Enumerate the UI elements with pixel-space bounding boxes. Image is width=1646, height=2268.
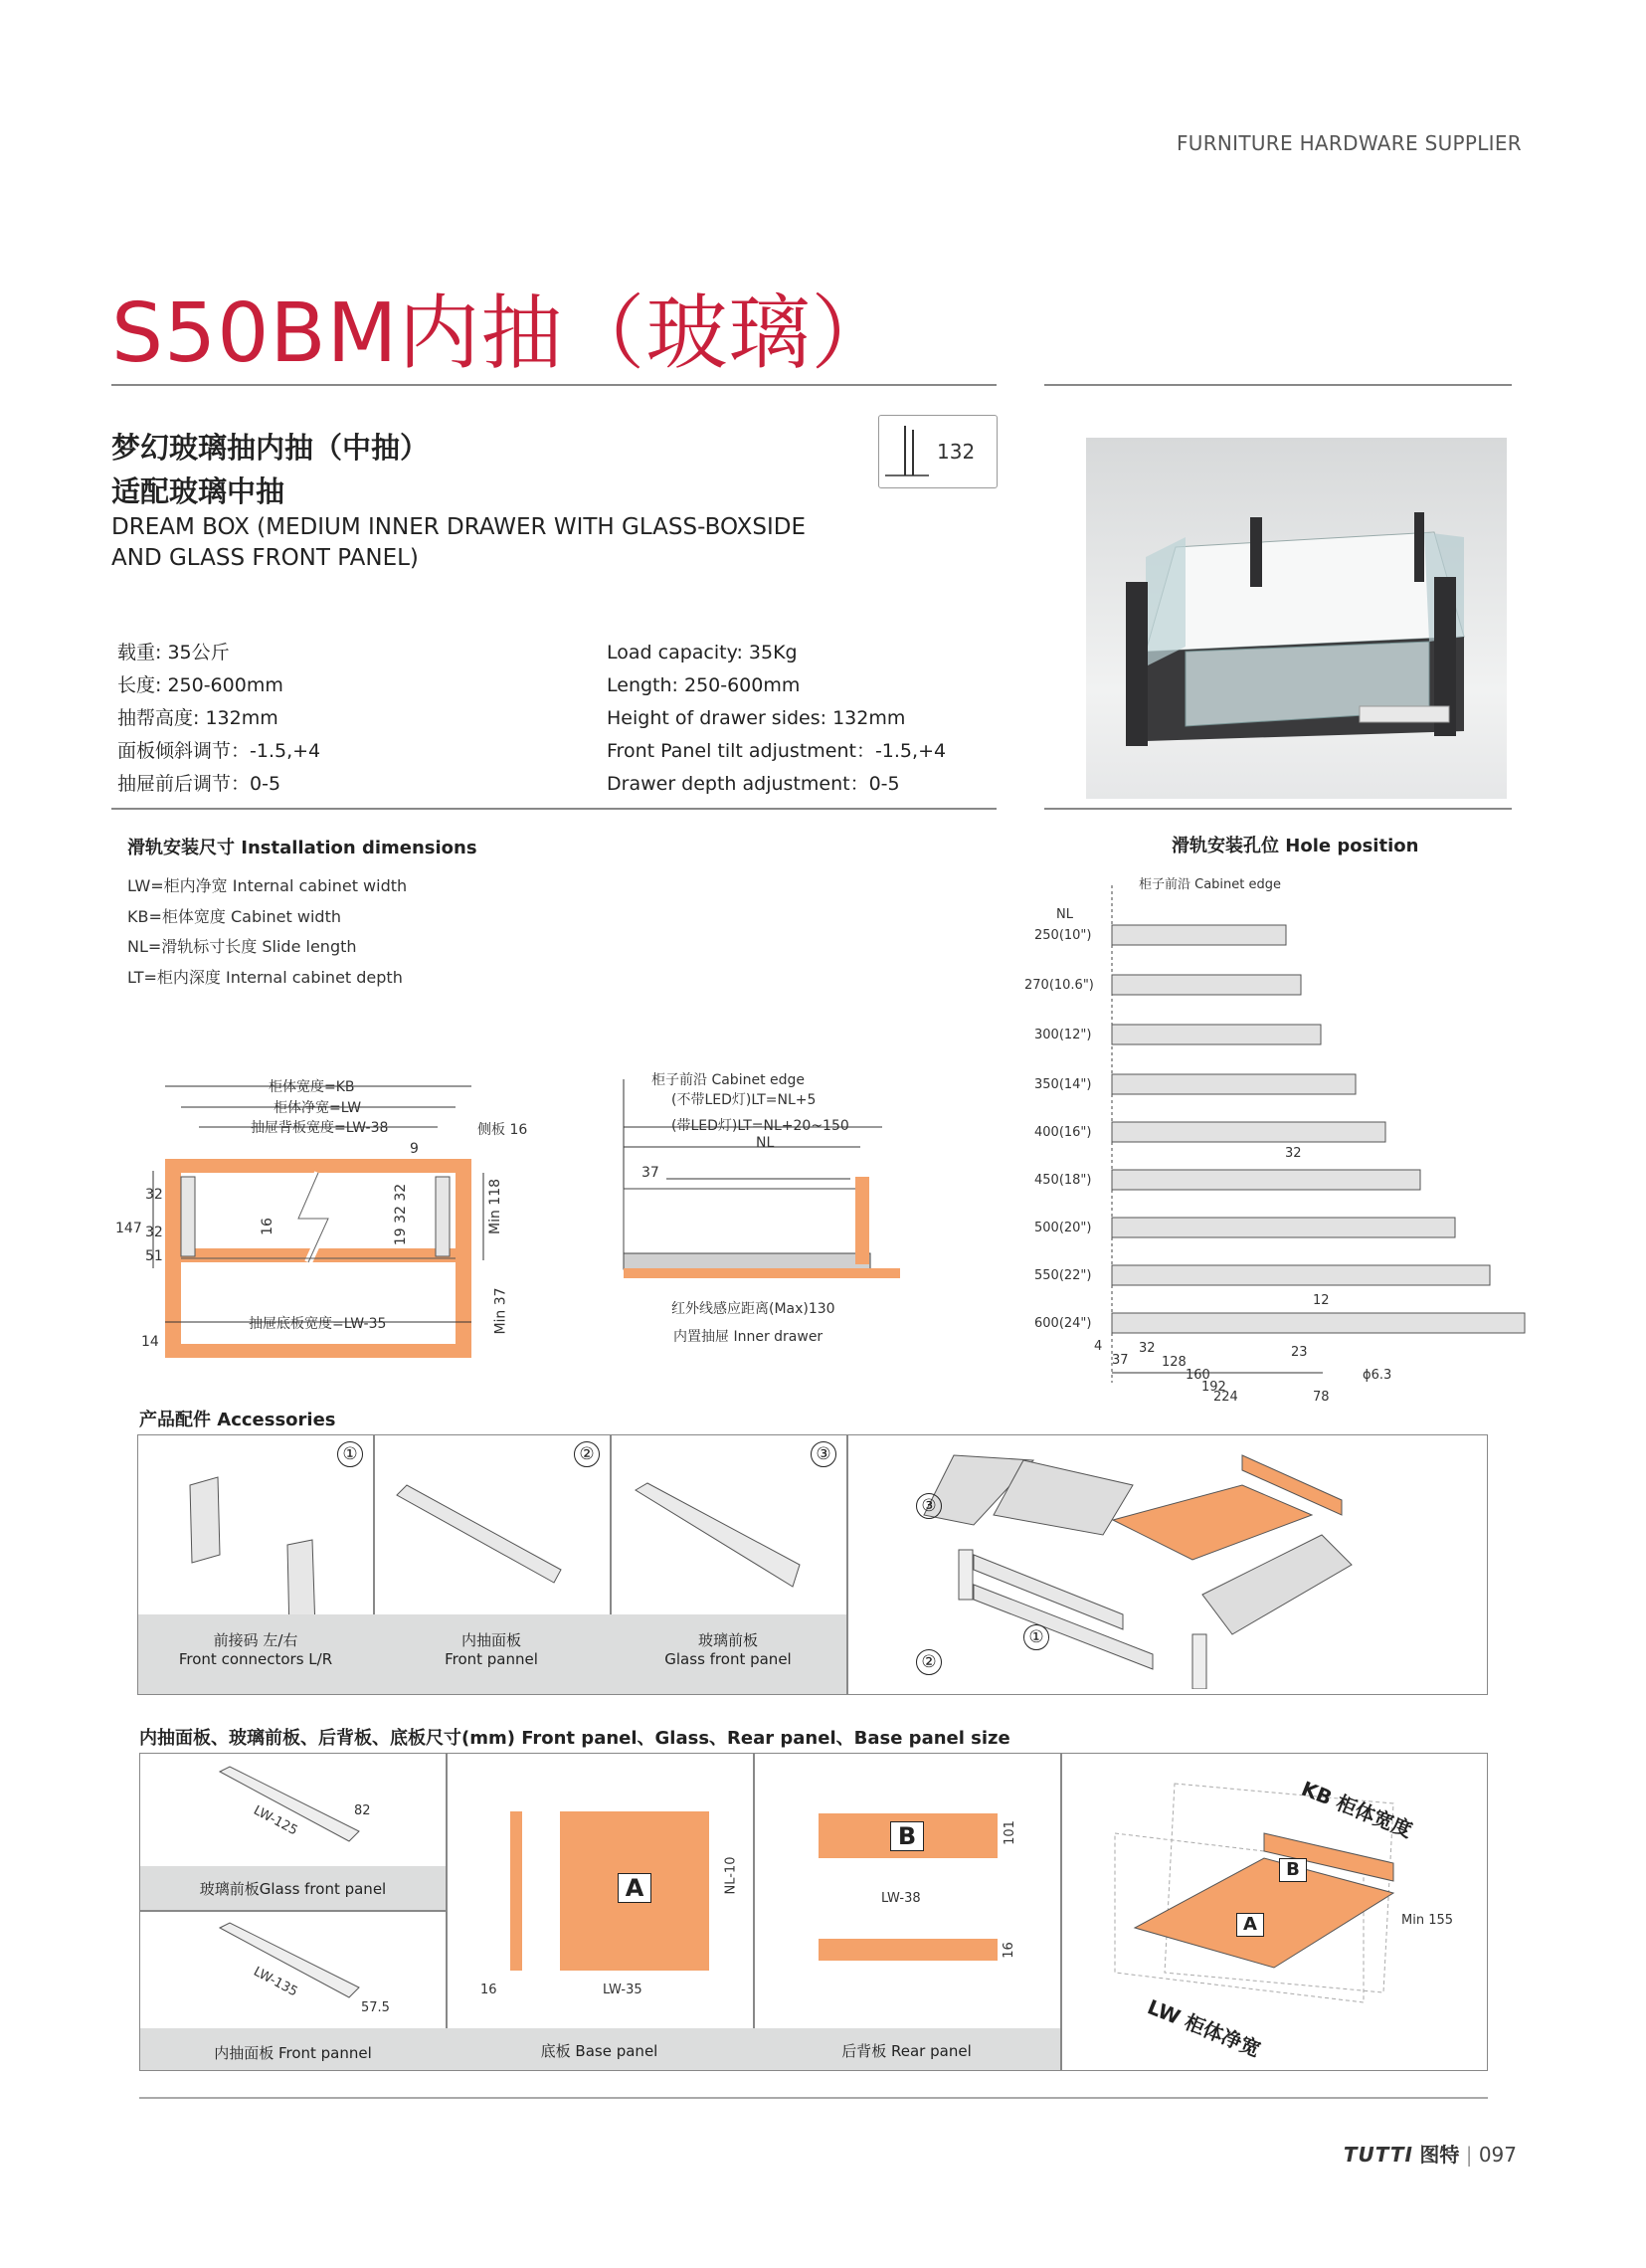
supplier-header: FURNITURE HARDWARE SUPPLIER xyxy=(1176,131,1522,155)
hole-size-550: 550(22") xyxy=(1034,1268,1092,1283)
glass-front-panel-illustration xyxy=(626,1475,844,1605)
front-panel-label: 内抽面板 Front pannel xyxy=(214,2044,372,2062)
rear-panel-edge xyxy=(819,1939,998,1961)
spec-tilt-cn: 面板倾斜调节：-1.5,+4 xyxy=(117,740,321,762)
hole-dim-23: 23 xyxy=(1291,1345,1308,1360)
rear-panel-dim-thickness: 16 xyxy=(1001,1942,1016,1959)
divider xyxy=(1044,808,1512,810)
hole-position-heading: 滑轨安装孔位 Hole position xyxy=(1172,836,1419,856)
dim-16: 16 xyxy=(259,1218,275,1235)
front-view-diagram xyxy=(109,1069,537,1358)
accessories-table xyxy=(137,1434,1488,1695)
hole-size-450: 450(18") xyxy=(1034,1173,1092,1188)
footer: TUTTI 图特 | 097 xyxy=(1343,2143,1517,2167)
cabinet-min-155: Min 155 xyxy=(1401,1913,1454,1928)
divider xyxy=(111,384,997,386)
dim-9: 9 xyxy=(410,1141,419,1157)
spec-depth-en: Drawer depth adjustment：0-5 xyxy=(607,773,900,795)
specs-cn xyxy=(117,637,320,801)
front-panel-dim-width: LW-135 xyxy=(251,1964,300,2000)
side-view-diagram xyxy=(612,1069,900,1348)
dim-side: 侧板 16 xyxy=(477,1122,528,1138)
hole-dim-192: 192 xyxy=(1201,1380,1226,1395)
item-3-number: ③ xyxy=(811,1441,836,1467)
base-panel-label: 底板 Base panel xyxy=(540,2042,658,2060)
exploded-view-illustration xyxy=(854,1445,1481,1689)
dim-min118: Min 118 xyxy=(487,1178,504,1235)
item-3-en: Glass front panel xyxy=(664,1650,792,1668)
dim-rear: 抽屉背板宽度=LW-38 xyxy=(251,1120,389,1136)
panels-heading: 内抽面板、玻璃前板、后背板、底板尺寸(mm) Front panel、Glass、Rear panel、Base panel size xyxy=(139,1728,1010,1749)
legend-nl: NL=滑轨标寸长度 Slide length xyxy=(127,937,357,956)
rear-panel-letter: B xyxy=(890,1821,924,1851)
hole-position-diagram xyxy=(1024,865,1542,1405)
subtitle-en-1: DREAM BOX (MEDIUM INNER DRAWER WITH GLASS-BOXSIDE xyxy=(111,514,806,540)
hole-dim-128: 128 xyxy=(1162,1355,1187,1370)
item-2-number: ② xyxy=(574,1441,600,1467)
dim-min37: Min 37 xyxy=(492,1287,509,1335)
subtitle-cn-2: 适配玻璃中抽 xyxy=(111,474,285,508)
hole-dim-78: 78 xyxy=(1313,1390,1330,1405)
dim-14: 14 xyxy=(141,1334,159,1350)
hole-dim-224: 224 xyxy=(1213,1390,1238,1405)
side-led: (带LED灯)LT=NL+20~150 xyxy=(671,1118,849,1134)
brand-logo: TUTTI xyxy=(1343,2143,1413,2167)
hole-dim-6-3: ϕ6.3 xyxy=(1363,1368,1392,1383)
hole-size-270: 270(10.6") xyxy=(1024,978,1094,993)
cabinet-kb-label: KB 柜体宽度 xyxy=(1298,1776,1416,1843)
hole-dim-32b: 32 xyxy=(1285,1146,1302,1161)
dim-32b: 32 xyxy=(145,1225,163,1240)
base-panel-dim-thickness: 16 xyxy=(480,1983,497,1997)
glass-drawer-illustration xyxy=(1086,438,1507,799)
spec-depth-cn: 抽屉前后调节：0-5 xyxy=(117,773,281,795)
installation-heading: 滑轨安装尺寸 Installation dimensions xyxy=(127,838,477,858)
dim-base: 抽屉底板宽度=LW-35 xyxy=(249,1316,387,1332)
brand-cn: 图特 xyxy=(1419,2143,1460,2167)
spec-height-cn: 抽帮高度: 132mm xyxy=(117,707,278,729)
item-1-number: ① xyxy=(337,1441,363,1467)
page-title: S50BM内抽（玻璃） xyxy=(111,286,894,381)
hole-size-600: 600(24") xyxy=(1034,1316,1092,1331)
height-badge xyxy=(878,415,998,488)
divider xyxy=(111,808,997,810)
base-panel-letter: A xyxy=(618,1873,651,1903)
glass-front-dim-width: LW-125 xyxy=(251,1802,300,1839)
hole-dim-4: 4 xyxy=(1094,1339,1103,1354)
subtitle-cn-1: 梦幻玻璃抽内抽（中抽） xyxy=(111,431,430,465)
exploded-label-1: ① xyxy=(1023,1624,1049,1650)
item-3-cn: 玻璃前板 xyxy=(697,1631,758,1649)
side-caption: 内置抽屉 Inner drawer xyxy=(673,1329,823,1345)
legend-lw: LW=柜内净宽 Internal cabinet width xyxy=(127,876,408,895)
hole-dim-160: 160 xyxy=(1186,1368,1210,1383)
subtitle-en-2: AND GLASS FRONT PANEL) xyxy=(111,545,419,571)
item-2-cn: 内抽面板 xyxy=(460,1631,521,1649)
side-nl: NL xyxy=(756,1135,775,1151)
spec-load-en: Load capacity: 35Kg xyxy=(607,642,798,663)
legend-lt: LT=柜内深度 Internal cabinet depth xyxy=(127,967,403,987)
item-2-en: Front pannel xyxy=(445,1650,538,1668)
spec-height-en: Height of drawer sides: 132mm xyxy=(607,707,906,729)
hole-size-400: 400(16") xyxy=(1034,1125,1092,1140)
cabinet-letter-a: A xyxy=(1236,1913,1264,1937)
dim-kb: 柜体宽度=KB xyxy=(269,1079,355,1095)
rear-panel-dim-width: LW-38 xyxy=(881,1891,921,1906)
cabinet-lw-label: LW 柜体净宽 xyxy=(1144,1994,1264,2062)
front-panel-dim-height: 57.5 xyxy=(361,2000,390,2015)
side-37: 37 xyxy=(641,1165,659,1181)
accessories-heading: 产品配件 Accessories xyxy=(139,1410,336,1430)
legend-kb: KB=柜体宽度 Cabinet width xyxy=(127,906,341,926)
dim-19-32-32: 19 32 32 xyxy=(393,1183,410,1246)
hole-nl: NL xyxy=(1056,907,1073,922)
rear-panel-label: 后背板 Rear panel xyxy=(841,2042,972,2060)
side-ir: 红外线感应距离(Max)130 xyxy=(671,1301,835,1317)
front-connector-illustration xyxy=(178,1455,337,1614)
hole-size-300: 300(12") xyxy=(1034,1028,1092,1042)
item-1-en: Front connectors L/R xyxy=(178,1650,333,1668)
specs-en xyxy=(607,637,946,801)
product-photo xyxy=(1086,438,1507,799)
dim-32a: 32 xyxy=(145,1187,163,1203)
hole-dim-32a: 32 xyxy=(1139,1341,1156,1356)
base-panel-dim-nl: NL-10 xyxy=(723,1856,739,1895)
spec-load-cn: 载重: 35公斤 xyxy=(117,642,230,663)
drawer-side-icon xyxy=(879,416,939,485)
glass-front-dim-height: 82 xyxy=(354,1803,371,1818)
rear-panel-dim-height: 101 xyxy=(1002,1820,1017,1845)
hole-dim-37: 37 xyxy=(1112,1353,1129,1368)
side-no-led: (不带LED灯)LT=NL+5 xyxy=(671,1092,817,1108)
exploded-label-2: ② xyxy=(916,1649,942,1675)
hole-size-250: 250(10") xyxy=(1034,928,1092,943)
dim-51: 51 xyxy=(145,1248,163,1264)
panels-table xyxy=(139,1753,1488,2071)
base-panel-dim-width: LW-35 xyxy=(603,1983,642,1997)
inner-front-panel-illustration xyxy=(387,1475,606,1605)
hole-cabinet-edge: 柜子前沿 Cabinet edge xyxy=(1139,877,1282,892)
spec-tilt-en: Front Panel tilt adjustment：-1.5,+4 xyxy=(607,740,947,762)
hole-size-500: 500(20") xyxy=(1034,1221,1092,1235)
glass-front-panel-drawing xyxy=(210,1762,409,1861)
spec-length-en: Length: 250-600mm xyxy=(607,674,801,696)
exploded-label-3: ③ xyxy=(916,1493,942,1519)
side-cabinet-edge: 柜子前沿 Cabinet edge xyxy=(651,1072,806,1088)
base-panel-edge xyxy=(510,1811,522,1971)
dim-147: 147 xyxy=(115,1221,142,1236)
divider xyxy=(139,2097,1488,2099)
height-value: 132 xyxy=(937,440,976,464)
spec-length-cn: 长度: 250-600mm xyxy=(117,674,283,696)
hole-dim-12: 12 xyxy=(1313,1293,1330,1308)
page-number: 097 xyxy=(1478,2143,1517,2167)
glass-front-label: 玻璃前板Glass front panel xyxy=(199,1880,387,1898)
divider xyxy=(1044,384,1512,386)
item-1-cn: 前接码 左/右 xyxy=(213,1631,298,1649)
hole-size-350: 350(14") xyxy=(1034,1077,1092,1092)
dim-lw: 柜体净宽=LW xyxy=(274,1100,362,1116)
installation-legend xyxy=(127,871,407,993)
cabinet-letter-b: B xyxy=(1279,1858,1307,1882)
